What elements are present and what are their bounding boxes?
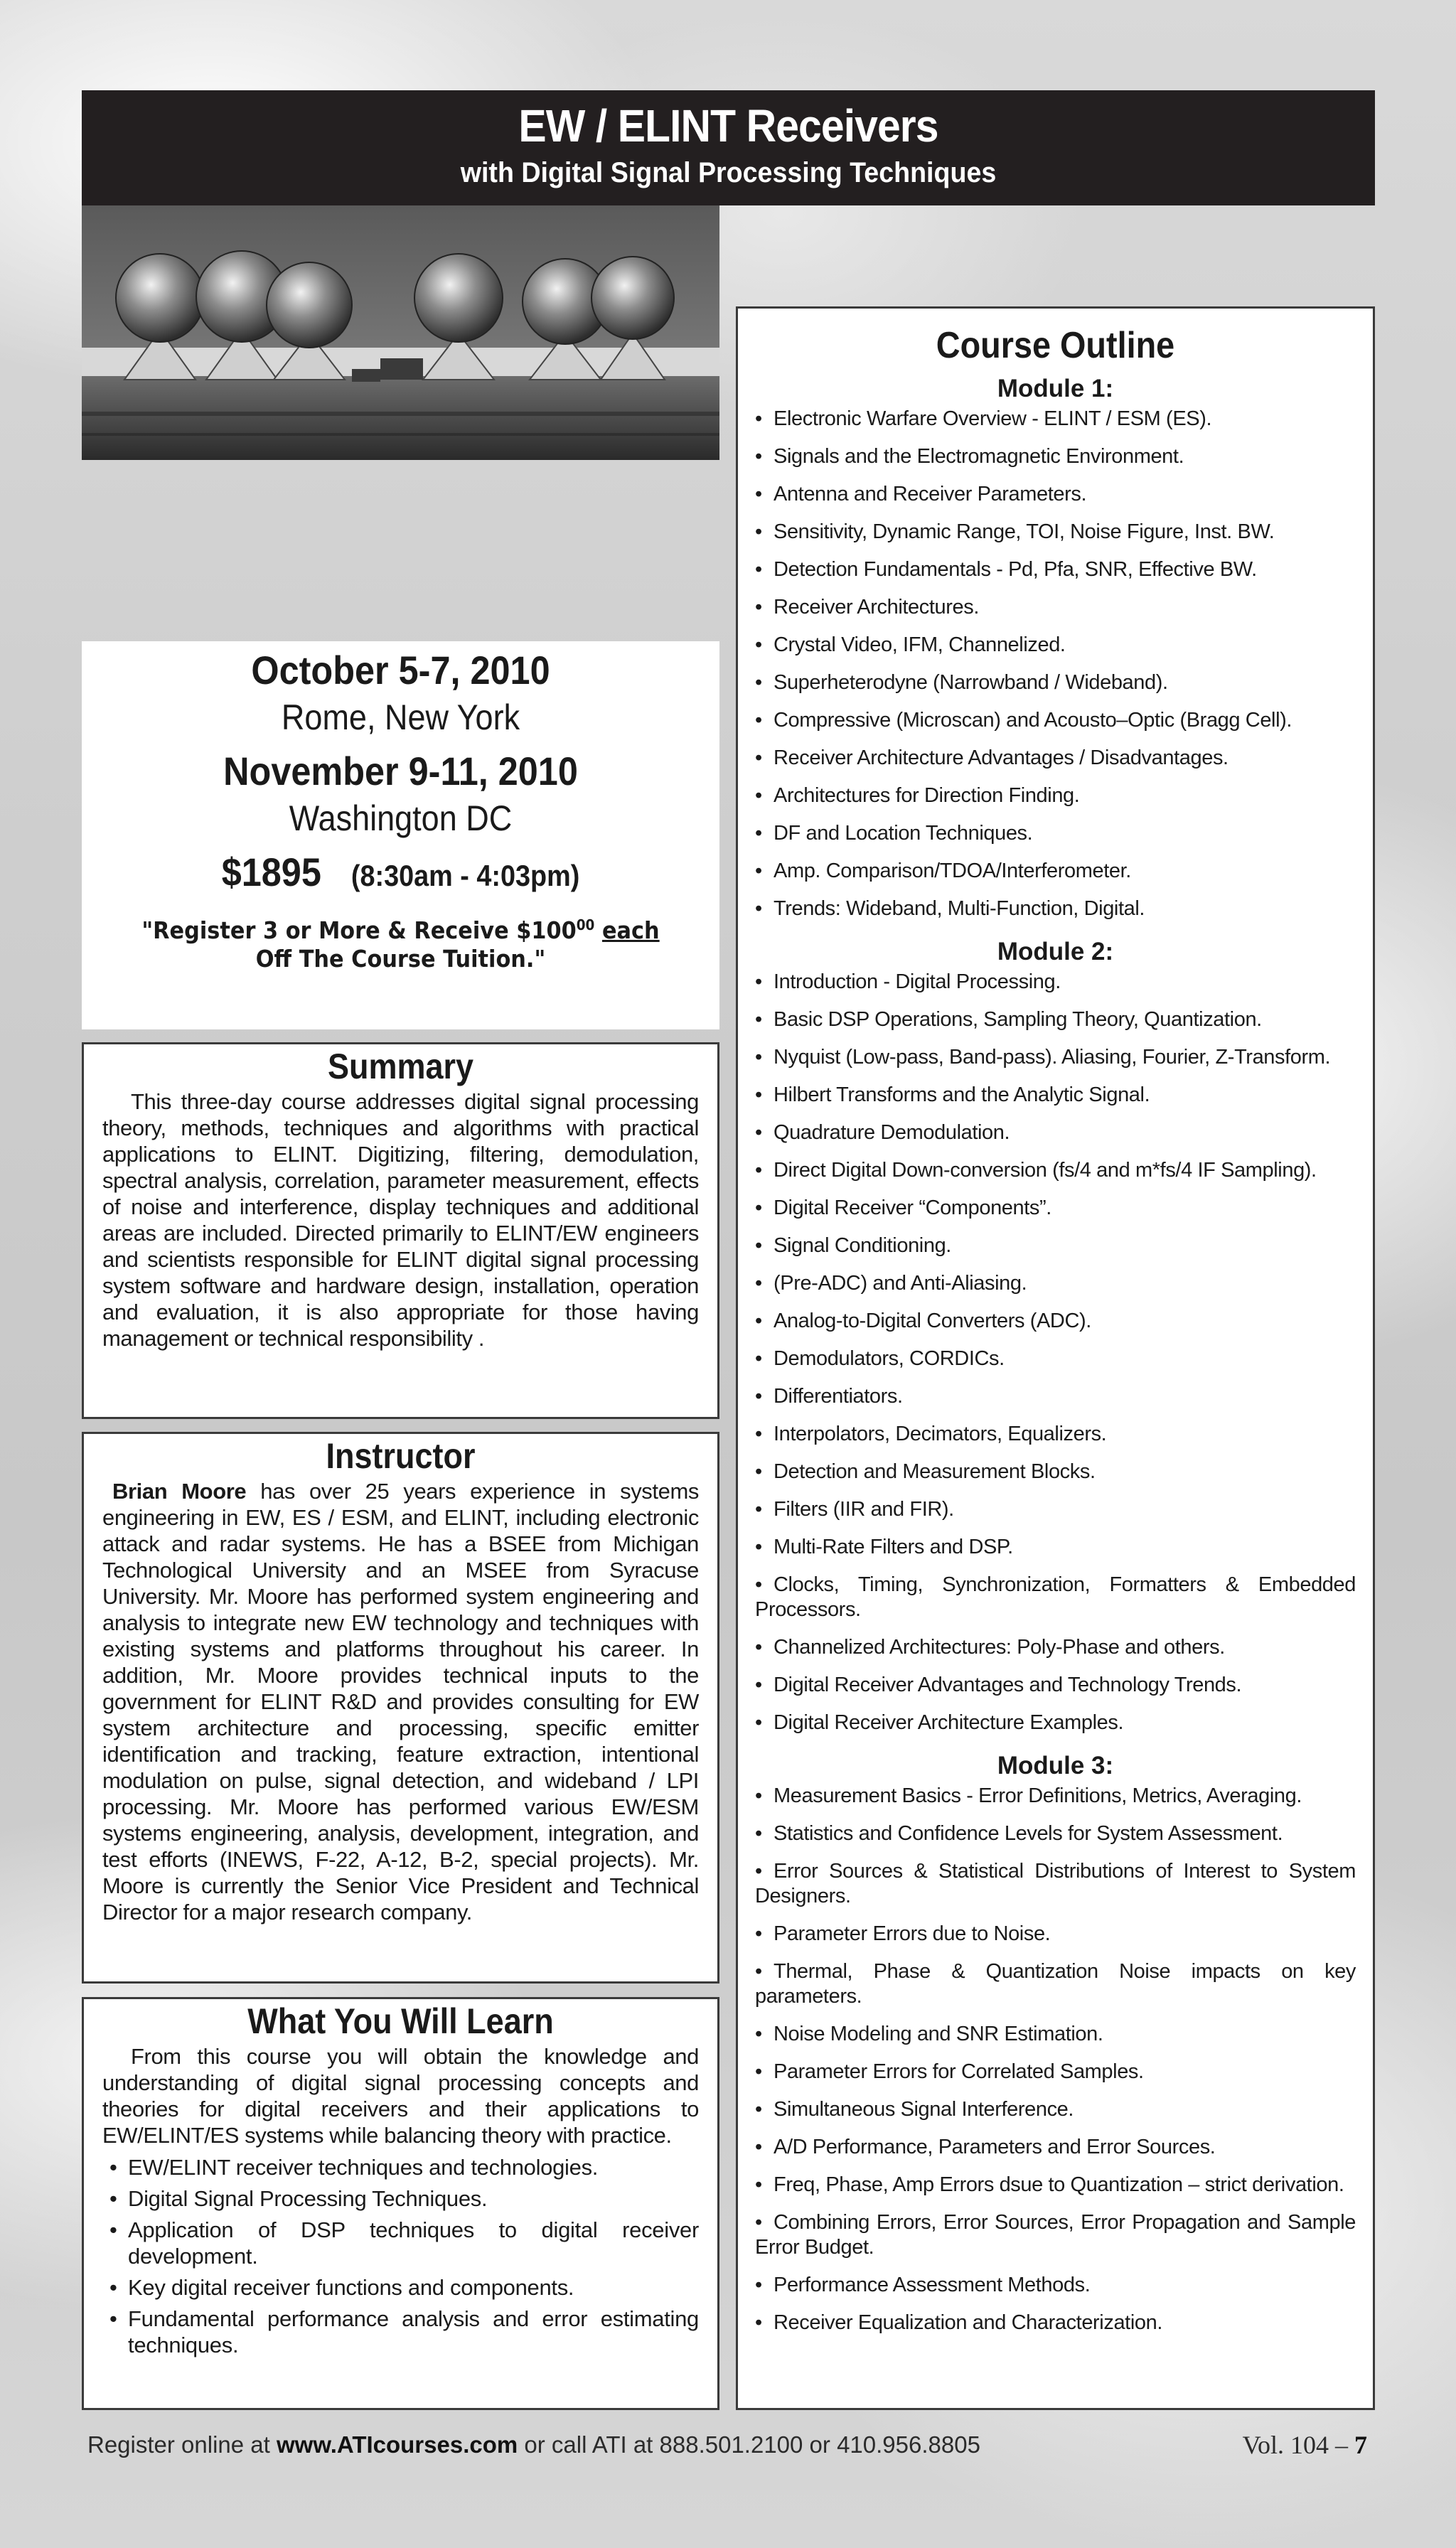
list-item: • Digital Receiver “Components”. [755,1196,1356,1221]
summary-body: This three-day course addresses digital signal processing theory, methods, techniques and algorithms with practical applications to ELINT. Digitizing, filtering, demodulation, spectral analysis, correlation, parameter measurement, effects of noise and interference, display techniques and additional areas are included. Directed primarily to ELINT/EW engineers and scientists responsible for ELINT digital signal processing system software and hardware design, installation, operation and evaluation, it is also appropriate for those having management or technical responsibility . [102,1089,699,1351]
list-item: • Multi-Rate Filters and DSP. [755,1535,1356,1560]
list-item: • Hilbert Transforms and the Analytic Signal. [755,1083,1356,1108]
list-item: • Signal Conditioning. [755,1233,1356,1258]
list-item: • Detection and Measurement Blocks. [755,1460,1356,1484]
session-location-2: Washington DC [289,798,513,838]
radome-illustration [82,205,719,460]
page-footer [87,2427,1367,2463]
radome-photo [82,205,719,460]
list-item: • Freq, Phase, Amp Errors dsue to Quantization – strict derivation. [755,2173,1356,2198]
list-item: • Statistics and Confidence Levels for System Assessment. [755,1821,1356,1846]
promo-text-a: "Register 3 or More & Receive $100 [141,916,577,944]
group-discount [107,911,694,973]
list-item: • Digital Receiver Architecture Examples. [755,1711,1356,1735]
list-item: • Introduction - Digital Processing. [755,970,1356,995]
list-item: • Error Sources & Statistical Distributions of Interest to System Designers. [755,1859,1356,1909]
outline-heading: Course Outline [936,325,1175,366]
list-item: • EW/ELINT receiver techniques and technologies. [102,2154,699,2180]
list-item: • Sensitivity, Dynamic Range, TOI, Noise Figure, Inst. BW. [755,520,1356,545]
course-price: $1895 [221,850,321,894]
module-3-list [755,1784,1356,2335]
session-info [82,641,719,1029]
list-item: • Detection Fundamentals - Pd, Pfa, SNR, Effective BW. [755,557,1356,582]
list-item: • Measurement Basics - Error Definitions, Metrics, Averaging. [755,1784,1356,1809]
learn-box [82,1997,719,2410]
list-item: • DF and Location Techniques. [755,821,1356,846]
list-item: • Application of DSP techniques to digital receiver development. [102,2217,699,2269]
summary-box [82,1042,719,1419]
summary-text [84,1088,717,1351]
module-2-heading: Module 2: [997,938,1114,965]
instructor-name: Brian Moore [112,1479,247,1504]
course-outline-box [736,306,1375,2410]
list-item: • Receiver Equalization and Characterization. [755,2311,1356,2335]
list-item: • Digital Receiver Advantages and Technology Trends. [755,1673,1356,1698]
list-item: • Trends: Wideband, Multi-Function, Digital. [755,896,1356,921]
list-item: • Antenna and Receiver Parameters. [755,482,1356,507]
module-1-list [755,407,1356,921]
list-item: • Signals and the Electromagnetic Environment. [755,444,1356,469]
promo-text-b: Off The Course Tuition." [255,945,546,973]
list-item: • A/D Performance, Parameters and Error Sources. [755,2135,1356,2160]
list-item: • Amp. Comparison/TDOA/Interferometer. [755,859,1356,884]
volume-page-number [1243,2427,1367,2463]
list-item: • Direct Digital Down-conversion (fs/4 and m*fs/4 IF Sampling). [755,1158,1356,1183]
course-title: EW / ELINT Receivers [518,100,938,151]
list-item: • Quadrature Demodulation. [755,1120,1356,1145]
list-item: • Digital Signal Processing Techniques. [102,2185,699,2212]
list-item: • Performance Assessment Methods. [755,2273,1356,2298]
list-item: • Crystal Video, IFM, Channelized. [755,633,1356,658]
list-item: • Simultaneous Signal Interference. [755,2097,1356,2122]
list-item: • Thermal, Phase & Quantization Noise impacts on key parameters. [755,1959,1356,2009]
learn-intro [84,2043,717,2148]
instructor-bio: has over 25 years experience in systems engineering in EW, ES / ESM, and ELINT, including electronic attack and radar systems. He has a BSEE from Michigan Technological University and an MSEE from Syracuse University. Mr. Moore has performed system engineering and analysis to integrate new EW technology and techniques with existing systems and platforms throughout his career. In addition, Mr. Moore provides technical inputs to the government for ELINT R&D and provides consulting for EW system architecture and processing, specific emitter identification and tracking, feature extraction, intentional modulation on pulse, signal detection, and wideband / LPI processing. Mr. Moore has performed various EW/ESM systems engineering, analysis, development, integration, and test efforts (INEWS, F-22, A-12, B-2, special projects). Mr. Moore is currently the Senior Vice President and Technical Director for a major research company. [102,1479,699,1925]
session-date-2: November 9-11, 2010 [223,749,578,793]
promo-each: each [601,916,660,944]
instructor-box [82,1432,719,1984]
list-item: • Channelized Architectures: Poly-Phase and others. [755,1635,1356,1660]
session-location-1: Rome, New York [281,697,520,737]
list-item: • Demodulators, CORDICs. [755,1347,1356,1371]
list-item: • Differentiators. [755,1384,1356,1409]
list-item: • Compressive (Microscan) and Acousto–Optic (Bragg Cell). [755,708,1356,733]
learn-list [84,2154,717,2358]
course-hours: (8:30am - 4:03pm) [350,859,580,892]
list-item: • Filters (IIR and FIR). [755,1497,1356,1522]
list-item: • Combining Errors, Error Sources, Error Propagation and Sample Error Budget. [755,2210,1356,2260]
volume-label: Vol. 104 – [1242,2431,1354,2459]
list-item: • Parameter Errors due to Noise. [755,1922,1356,1947]
list-item: • Parameter Errors for Correlated Samples. [755,2060,1356,2084]
footer-phone-text: or call ATI at 888.501.2100 or 410.956.8805 [518,2431,980,2458]
footer-website-link[interactable]: www.ATIcourses.com [276,2431,518,2458]
list-item: • Electronic Warfare Overview - ELINT / ESM (ES). [755,407,1356,432]
list-item: • Interpolators, Decimators, Equalizers. [755,1422,1356,1447]
page-number: 7 [1354,2431,1367,2459]
list-item: • Analog-to-Digital Converters (ADC). [755,1309,1356,1334]
list-item: • Basic DSP Operations, Sampling Theory, Quantization. [755,1007,1356,1032]
list-item: • Receiver Architectures. [755,595,1356,620]
module-1-heading: Module 1: [997,375,1114,402]
learn-heading: What You Will Learn [247,2001,554,2041]
module-3-heading: Module 3: [997,1752,1114,1779]
list-item: • Clocks, Timing, Synchronization, Formatters & Embedded Processors. [755,1573,1356,1622]
summary-heading: Summary [327,1046,474,1086]
promo-superscript: 00 [576,916,595,933]
instructor-heading: Instructor [326,1436,476,1476]
session-date-1: October 5-7, 2010 [251,648,550,692]
course-header [82,90,1375,205]
list-item: • Key digital receiver functions and components. [102,2274,699,2301]
footer-register-text: Register online at [87,2431,277,2458]
module-2-list [755,970,1356,1735]
course-subtitle: with Digital Signal Processing Techniques [460,157,997,188]
list-item: • (Pre-ADC) and Anti-Aliasing. [755,1271,1356,1296]
list-item: • Architectures for Direction Finding. [755,783,1356,808]
list-item: • Fundamental performance analysis and error estimating techniques. [102,2306,699,2358]
instructor-text [84,1478,717,1925]
learn-intro-text: From this course you will obtain the knowledge and understanding of digital signal processing concepts and theories for digital receivers and their applications to EW/ELINT/ES systems while balancing theory with practice. [102,2044,699,2148]
list-item: • Receiver Architecture Advantages / Disadvantages. [755,746,1356,771]
list-item: • Noise Modeling and SNR Estimation. [755,2022,1356,2047]
price-line [114,847,687,901]
list-item: • Nyquist (Low-pass, Band-pass). Aliasing, Fourier, Z-Transform. [755,1045,1356,1070]
list-item: • Superheterodyne (Narrowband / Wideband). [755,670,1356,695]
